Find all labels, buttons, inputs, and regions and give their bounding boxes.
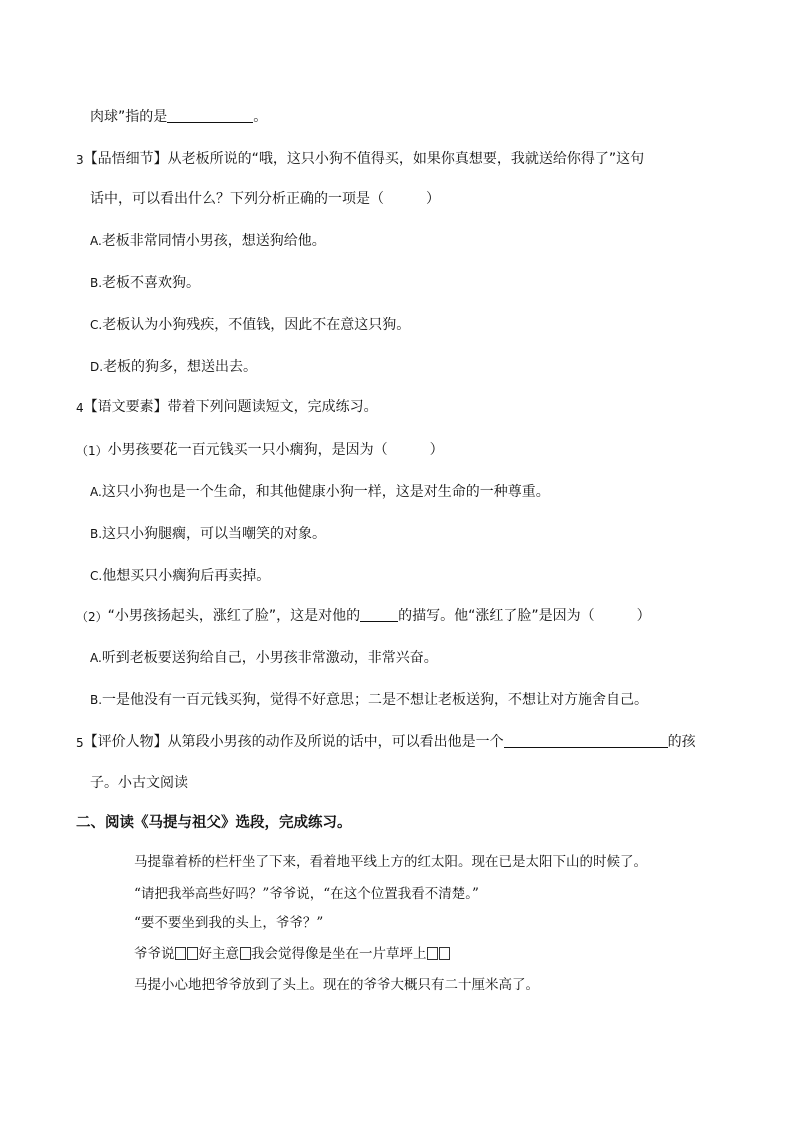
q4-sub2-answer-blank[interactable]: [360, 607, 398, 622]
q4-sub1-option-a-text: 这只小狗也是一个生命，和其他健康小狗一样，这是对生命的一种尊重。: [101, 484, 550, 500]
passage-p4-b: 好主意: [198, 946, 239, 962]
q3-option-a-text: 老板非常同情小男孩，想送狗给他。: [101, 233, 326, 249]
q4-sub2-stem-before: “小男孩扬起头，涨红了脸”，这是对他的: [107, 608, 361, 624]
q4-sub1-option-c-text: 他想买只小瘸狗后再卖掉。: [102, 568, 271, 584]
passage-p4-c: 我会觉得像是坐在一片草坪上: [251, 946, 427, 962]
q4-sub2-stem: [76, 606, 651, 627]
missing-glyph-box: [187, 947, 198, 960]
passage-p5-text: 马提小心地把爷爷放到了头上。现在的爷爷大概只有二十厘米高了。: [134, 977, 539, 993]
q3-stem-line1: [76, 149, 644, 170]
passage-p4-a: 爷爷说: [134, 946, 175, 962]
q4-sub1-option-b-letter: B.: [90, 527, 103, 541]
q3-option-d[interactable]: [90, 357, 257, 377]
q4-sub2-label: （2）: [76, 610, 108, 624]
q2-tail-line: [90, 107, 267, 127]
q3-stem-line2: [90, 189, 440, 209]
q4-stem-line: [76, 397, 378, 418]
q3-option-b[interactable]: [90, 273, 200, 293]
q4-sub1-option-b[interactable]: [90, 524, 326, 544]
q4-sub1-option-a[interactable]: [90, 482, 550, 502]
passage-paragraph-1: [134, 852, 647, 872]
q5-stem-line2: [90, 773, 188, 793]
missing-glyph-box: [439, 947, 450, 960]
q4-number: 4: [76, 401, 84, 415]
q4-sub1-option-a-letter: A.: [90, 485, 102, 499]
passage-paragraph-2: [134, 884, 479, 904]
q5-stem-after: 的孩: [667, 734, 696, 750]
missing-glyph-box: [240, 947, 251, 960]
q3-number: 3: [76, 153, 84, 167]
q4-sub1-option-c[interactable]: [90, 566, 270, 586]
q2-tail-after: 。: [253, 109, 268, 125]
q3-stem-text1: 【品悟细节】从老板所说的“哦，这只小狗不值得买，如果你真想要，我就送给你得了”这句: [83, 151, 645, 167]
q4-sub2-option-a-letter: A.: [90, 651, 102, 665]
q5-line2-text: 子。小古文阅读: [90, 775, 188, 791]
q4-sub1-stem-text: 小男孩要花一百元钱买一只小瘸狗，是因为（ ）: [107, 442, 444, 458]
q5-stem-before: 【评价人物】从第段小男孩的动作及所说的话中，可以看出他是一个: [83, 734, 504, 750]
missing-glyph-box: [175, 947, 186, 960]
passage-p2-text: “请把我举高些好吗？”爷爷说，“在这个位置我看不清楚。”: [134, 886, 479, 902]
q3-option-d-text: 老板的狗多，想送出去。: [103, 359, 258, 375]
q2-tail-before: 肉球”指的是: [90, 109, 168, 125]
q3-option-a[interactable]: [90, 231, 326, 251]
q4-sub2-option-b[interactable]: [90, 690, 648, 710]
q3-option-a-letter: A.: [90, 234, 102, 248]
q5-answer-blank[interactable]: [504, 733, 668, 748]
section2-title: 二、阅读《马提与祖父》选段，完成练习。: [76, 815, 352, 831]
section2-heading: [76, 813, 352, 833]
missing-glyph-box: [427, 947, 438, 960]
passage-paragraph-5: [134, 975, 539, 995]
passage-paragraph-3: [134, 913, 323, 933]
q3-stem-text2: 话中，可以看出什么？下列分析正确的一项是（ ）: [90, 191, 440, 207]
q3-option-b-text: 老板不喜欢狗。: [102, 275, 201, 291]
q4-sub2-option-a[interactable]: [90, 648, 438, 668]
q4-sub1-label: （1）: [76, 444, 108, 458]
q4-sub2-option-b-letter: B.: [90, 693, 103, 707]
q5-number: 5: [76, 736, 84, 750]
q4-sub1-option-b-text: 这只小狗腿瘸，可以当嘲笑的对象。: [102, 526, 327, 542]
passage-p3-text: “要不要坐到我的头上，爷爷？”: [134, 915, 324, 931]
q3-option-c[interactable]: [90, 315, 410, 335]
q4-sub1-option-c-letter: C.: [90, 569, 103, 583]
passage-p1-text: 马提靠着桥的栏杆坐了下来，看着地平线上方的红太阳。现在已是太阳下山的时候了。: [134, 854, 647, 870]
q3-option-c-letter: C.: [90, 318, 103, 332]
q4-sub2-stem-after: 的描写。他“涨红了脸”是因为（ ）: [398, 608, 651, 624]
q5-stem-line1: [76, 732, 696, 753]
q3-option-d-letter: D.: [90, 360, 104, 374]
q4-stem-text: 【语文要素】带着下列问题读短文，完成练习。: [83, 399, 378, 415]
q4-sub2-option-b-text: 一是他没有一百元钱买狗，觉得不好意思；二是不想让老板送狗，不想让对方施舍自己。: [102, 692, 649, 708]
q4-sub2-option-a-text: 听到老板要送狗给自己，小男孩非常激动，非常兴奋。: [101, 650, 438, 666]
passage-paragraph-4: [134, 944, 451, 964]
q2-answer-blank[interactable]: [167, 108, 253, 123]
q3-option-c-text: 老板认为小狗残疾，不值钱，因此不在意这只狗。: [102, 317, 411, 333]
q4-sub1-stem: [76, 440, 444, 461]
q3-option-b-letter: B.: [90, 276, 103, 290]
